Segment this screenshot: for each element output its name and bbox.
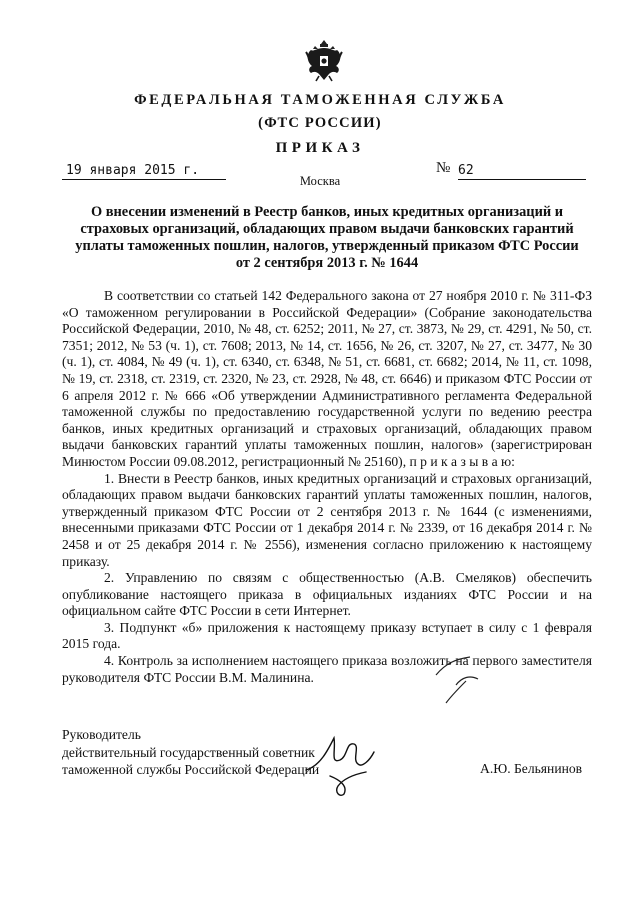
agency-abbreviation: (ФТС РОССИИ) — [258, 115, 382, 131]
title-line: от 2 сентября 2013 г. № 1644 — [235, 255, 419, 271]
order-number-label: № — [436, 160, 451, 176]
title-line: страховых организаций, обладающих правом выдачи банковских гарантий — [80, 221, 574, 237]
clause-2: 2. Управлению по связям с общественностью (А.В. Смеляков) обеспечить опубликование настоящего приказа в официальных изданиях ФТС России и на официальном сайте ФТС России в сети Интернет. — [62, 570, 592, 619]
order-body — [62, 288, 592, 686]
preamble-paragraph: В соответствии со статьей 142 Федерального закона от 27 ноября 2010 г. № 311-ФЗ «О таможенном регулировании в Российской Федерации» (Собрание законодательства Российской Федерации, 2010, № 48, ст. 6252; 2011, № 27, ст. 3873, № 29, ст. 4291, № 50, ст. 7351; 2012, № 53 (ч. 1), ст. 7608; 2013, № 14, ст. 1656, № 26, ст. 3207, № 27, ст. 3477, № 30 (ч. 1), ст. 4084, № 49 (ч. 1), ст. 6340, ст. 6348, № 51, ст. 6681, ст. 6682; 2014, № 11, ст. 1098, № 19, ст. 2318, ст. 2319, ст. 2320, № 23, ст. 2928, № 48, ст. 6646) и приказом ФТС России от 6 апреля 2012 г. № 666 «Об утверждении Административного регламента Федеральной таможенной службы по предоставлению государственной услуги по ведению реестра банков, иных кредитных организаций и страховых организаций, обладающих правом выдачи банковских гарантий уплаты таможенных пошлин, налогов» (зарегистрирован Минюстом России 09.08.2012, регистрационный № 25160), п р и к а з ы в а ю: — [62, 288, 592, 469]
handwritten-signature-icon — [300, 730, 380, 800]
agency-name: ФЕДЕРАЛЬНАЯ ТАМОЖЕННАЯ СЛУЖБА — [134, 92, 506, 108]
signer-position: Руководитель — [62, 727, 141, 742]
clause-1: 1. Внести в Реестр банков, иных кредитных организаций и страховых организаций, обладающих правом выдачи банковских гарантий уплаты таможенных пошлин, налогов, утвержденный приказом ФТС России от 2 сентября 2013 г. № 1644 (с изменениями, внесенными приказами ФТС России от 1 декабря 2014 г. № 2339, от 16 декабря 2014 г. № 2458 и от 25 декабря 2014 г. № 2556), изменения согласно приложению к настоящему приказу. — [62, 470, 592, 569]
signer-block — [62, 726, 319, 779]
title-line: уплаты таможенных пошлин, налогов, утвержденный приказом ФТС России — [75, 238, 579, 254]
signer-rank: действительный государственный советник — [62, 744, 315, 760]
coat-of-arms-icon — [303, 36, 345, 84]
handwritten-mark-icon — [426, 645, 496, 707]
clause-3: 3. Подпункт «б» приложения к настоящему приказу вступает в силу с 1 февраля 2015 года. — [62, 619, 592, 652]
title-line: О внесении изменений в Реестр банков, иных кредитных организаций и — [90, 204, 564, 220]
document-type: ПРИКАЗ — [275, 140, 365, 156]
order-date: 19 января 2015 г. — [62, 162, 226, 180]
order-number: 62 — [458, 162, 586, 180]
order-title — [62, 204, 592, 272]
issue-city: Москва — [299, 174, 341, 188]
clause-4: 4. Контроль за исполнением настоящего приказа возложить на первого заместителя руководителя ФТС России В.М. Малинина. — [62, 653, 592, 685]
signer-rank: таможенной службы Российской Федерации — [62, 762, 320, 777]
signer-name: А.Ю. Бельянинов — [480, 761, 583, 776]
